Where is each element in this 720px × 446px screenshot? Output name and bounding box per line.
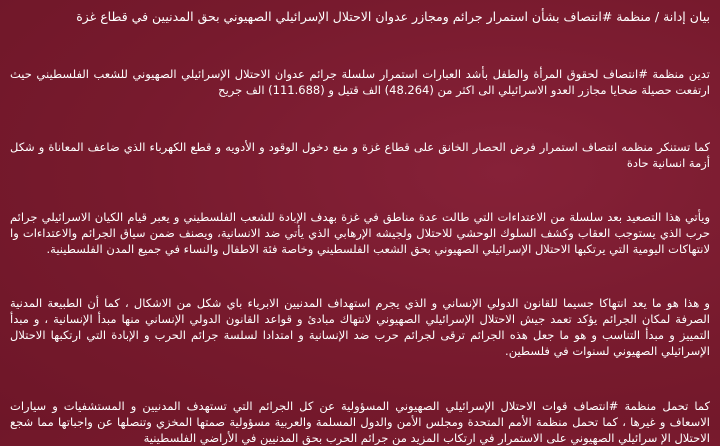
statement-title: بيان إدانة / منظمة #انتصاف بشأن استمرار جرائم ومجازر عدوان الاحتلال الإسرائيلي الصهيوني بحق المدنيين في قطاع غزة: [76, 9, 710, 24]
paragraph-siege: كما تستنكر منظمه انتصاف استمرار فرض الحصار الخانق على قطاع غزة و منع دخول الوقود و الأدويه و قطع الكهرباء الذي ضاعف المعاناة و شكل أزمة انسانية حادة: [10, 140, 710, 170]
paragraph-escalation: ويأتي هذا التصعيد بعد سلسلة من الاعتداءات التي طالت عدة مناطق في غزة بهدف الإبادة للشعب الفلسطيني و يعبر قيام الكيان الاسرائيلي جرائم حرب الذي يستوجب العقاب وكشف السلوك الوحشي للاحتلال ولجيشه الإرهابي الذي يأتي ضد الانسانية، ويصنف ضمن سياق الجرائم والاعتداءات وا لانتهاكات اليومية التي يرتكبها الاحتلال الإسرائيلي الصهيوني بحق الشعب الفلسطيني وخاصة فئة الاطفال والنساء في جميع المدن الفلسطينية.: [10, 210, 710, 256]
paragraph-international-law: و هذا هو ما يعد انتهاكا جسيما للقانون الدولي الإنساني و الذي يجرم استهداف المدنيين الابرياء باي شكل من الاشكال ، كما أن الطبيعة المدنية الصرفة لمكان الجرائم يؤكد تعمد جيش الاحتلال الإسرائيلي الصهيوني لانتهاك مبادئ و قواعد القانون الدولي الإنساني منها مبدأ الإنسانية ، و مبدأ التمييز و مبدأ التناسب و هو ما جعل هذه الجرائم ترقى لجرائم حرب ضد الإنسانية و امتدادا لسلسة جرائم الحرب و الإبادة التي ارتكبها الاحتلال الإسرائيلي الصهيوني لسنوات في فلسطين.: [10, 296, 710, 358]
paragraph-responsibility: كما تحمل منظمة #انتصاف قوات الاحتلال الإسرائيلي الصهيوني المسؤولية عن كل الجرائم التي تستهدف المدنيين و المستشفيات و سيارات الاسعاف و غيرها ، كما تحمل منظمة الأمم المتحدة ومجلس الأمن والدول المسلمة والعربية مسؤولية صمتها المخزي وتنصلها عن واجباتها مما شجع الاحتلال الإ سرائيلي الصهيوني على الاستمرار في ارتكاب المزيد من جرائم الحرب بحق المدنيين في الأراضي الفلسطينية: [10, 399, 710, 445]
paragraph-condemnation: تدين منظمة #انتصاف لحقوق المرأة والطفل بأشد العبارات استمرار سلسلة جرائم عدوان الاحتلال الإسرائيلي الصهيوني للشعب الفلسطيني حيث ارتفعت حصيلة ضحايا مجازر العدو الاسرائيلي الى اكثر من (48.264) الف قتيل و (111.688) الف جريح: [10, 67, 710, 97]
